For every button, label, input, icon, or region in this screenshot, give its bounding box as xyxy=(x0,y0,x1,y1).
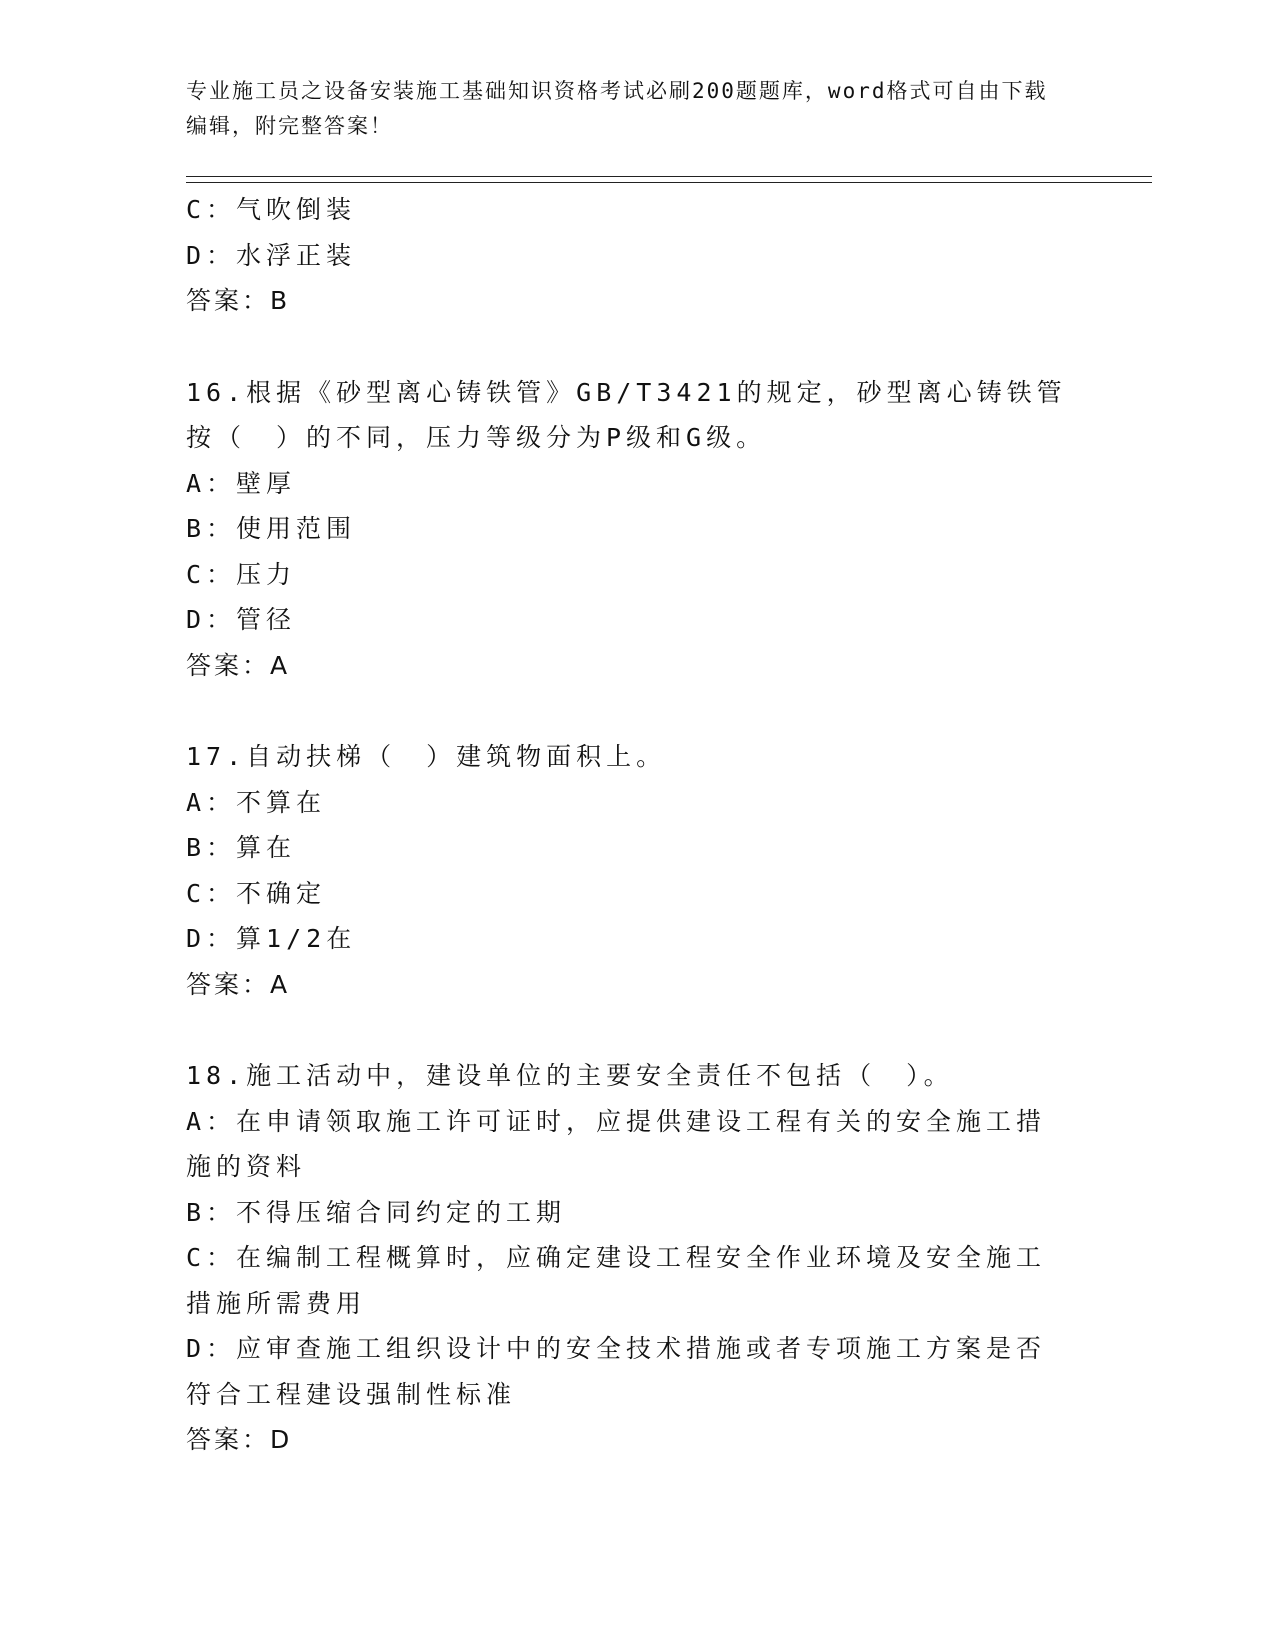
answer-line: 答案：A xyxy=(186,969,291,999)
question-list xyxy=(186,187,1076,1463)
answer-line: 答案：B xyxy=(186,286,291,315)
header-divider-bottom xyxy=(186,182,1152,183)
option-c: C：在编制工程概算时，应确定建设工程安全作业环境及安全施工措施所需费用 xyxy=(186,1243,1047,1318)
option-b: B：算在 xyxy=(186,833,297,862)
spacer xyxy=(186,688,1076,734)
option-c: C：气吹倒装 xyxy=(186,195,357,224)
option-c: C：不确定 xyxy=(186,878,327,908)
document-header xyxy=(186,74,1066,144)
option-d: D：管径 xyxy=(186,605,297,634)
option-d: D：应审查施工组织设计中的安全技术措施或者专项施工方案是否符合工程建设强制性标准 xyxy=(186,1334,1047,1409)
option-b: B：使用范围 xyxy=(186,514,357,543)
spacer xyxy=(186,324,1076,370)
option-b: B：不得压缩合同约定的工期 xyxy=(186,1197,567,1227)
question-18 xyxy=(186,1053,1076,1463)
question-stem: 18.施工活动中，建设单位的主要安全责任不包括（ ）。 xyxy=(186,1061,954,1090)
answer-line: 答案：D xyxy=(186,1425,293,1454)
spacer xyxy=(186,1007,1076,1053)
question-16 xyxy=(186,370,1076,689)
question-stem: 17.自动扶梯（ ）建筑物面积上。 xyxy=(186,742,667,771)
option-d: D：算1/2在 xyxy=(186,924,357,953)
option-d: D：水浮正装 xyxy=(186,240,357,270)
option-a: A：在申请领取施工许可证时，应提供建设工程有关的安全施工措施的资料 xyxy=(186,1106,1047,1181)
question-17 xyxy=(186,734,1076,1007)
option-c: C：压力 xyxy=(186,559,297,589)
option-a: A：不算在 xyxy=(186,787,327,817)
option-a: A：壁厚 xyxy=(186,468,297,498)
question-stem: 16.根据《砂型离心铸铁管》GB/T3421的规定，砂型离心铸铁管按（ ）的不同，压力等级分为P级和G级。 xyxy=(186,377,1067,452)
answer-line: 答案：A xyxy=(186,650,291,680)
header-divider-top xyxy=(186,176,1152,177)
question-15-tail xyxy=(186,187,1076,324)
header-text: 专业施工员之设备安装施工基础知识资格考试必刷200题题库，word格式可自由下载编辑，附完整答案！ xyxy=(186,79,1048,138)
